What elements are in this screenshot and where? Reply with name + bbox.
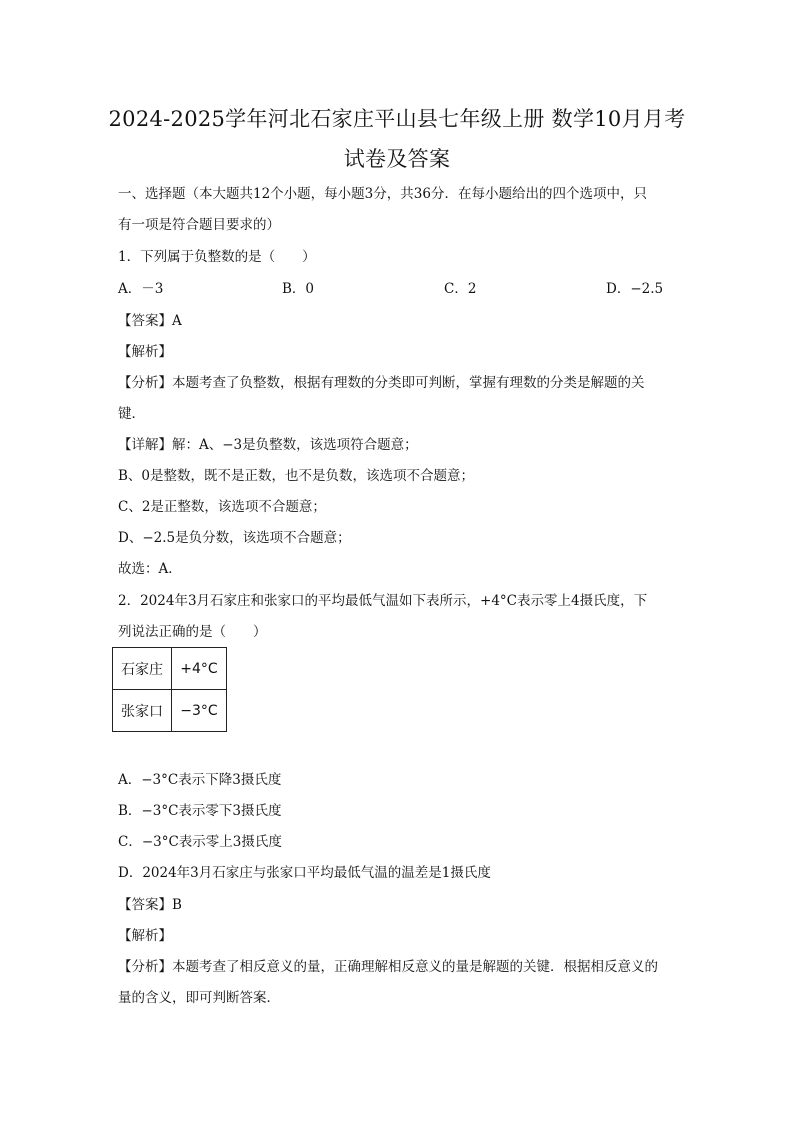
table-cell-city: 石家庄 [113,648,172,690]
table-row [113,690,227,732]
q2-analysis-cont: 量的含义，即可判断答案． [118,990,280,1006]
table-cell-temp: +4°C [172,648,227,690]
table-cell-city: 张家口 [113,690,172,732]
q2-stem: 2．2024年3月石家庄和张家口的平均最低气温如下表所示，+4°C表示零上4摄氏度，下 [118,593,648,609]
q2-option-c: C．−3°C表示零上3摄氏度 [118,834,282,850]
temperature-table [112,647,227,732]
q2-option-a: A．−3°C表示下降3摄氏度 [118,772,282,788]
q1-detail-5: 故选：A． [118,561,182,577]
document-title-line-2: 试卷及答案 [343,147,451,171]
q1-jiexi: 【解析】 [118,344,172,360]
section-heading-cont: 有一项是符合题目要求的） [118,217,280,233]
table-row [113,648,227,690]
document-title-line-1: 2024-2025学年河北石家庄平山县七年级上册 数学10月月考 [108,107,686,131]
q2-answer: 【答案】B [118,897,182,913]
q1-detail-2: B、0是整数，既不是正数，也不是负数，该选项不合题意； [118,468,475,484]
q1-detail-4: D、−2.5是负分数，该选项不合题意； [118,530,351,546]
q1-option-c: C．2 [444,281,477,297]
q1-analysis-cont: 键． [118,406,145,422]
q1-answer: 【答案】A [118,313,182,329]
q1-detail-1: 【详解】解：A、−3是负整数，该选项符合题意； [118,437,418,453]
q1-detail-3: C、2是正整数，该选项不合题意； [118,499,326,515]
q1-option-b: B．0 [282,281,315,297]
table-cell-temp: −3°C [172,690,227,732]
q2-stem-cont: 列说法正确的是（ ） [118,624,267,640]
q2-option-d: D．2024年3月石家庄与张家口平均最低气温的温差是1摄氏度 [118,865,491,881]
q1-analysis: 【分析】本题考查了负整数，根据有理数的分类即可判断，掌握有理数的分类是解题的关 [118,375,645,391]
q2-option-b: B．−3°C表示零下3摄氏度 [118,803,282,819]
q2-analysis: 【分析】本题考查了相反意义的量，正确理解相反意义的量是解题的关键．根据相反意义的 [118,959,658,975]
q1-option-d: D．−2.5 [606,281,664,297]
q2-jiexi: 【解析】 [118,928,172,944]
section-heading: 一、选择题（本大题共12个小题，每小题3分，共36分．在每小题给出的四个选项中，只 [118,186,647,202]
q1-option-a: A．－3 [118,281,164,297]
q1-stem: 1．下列属于负整数的是（ ） [118,249,316,265]
